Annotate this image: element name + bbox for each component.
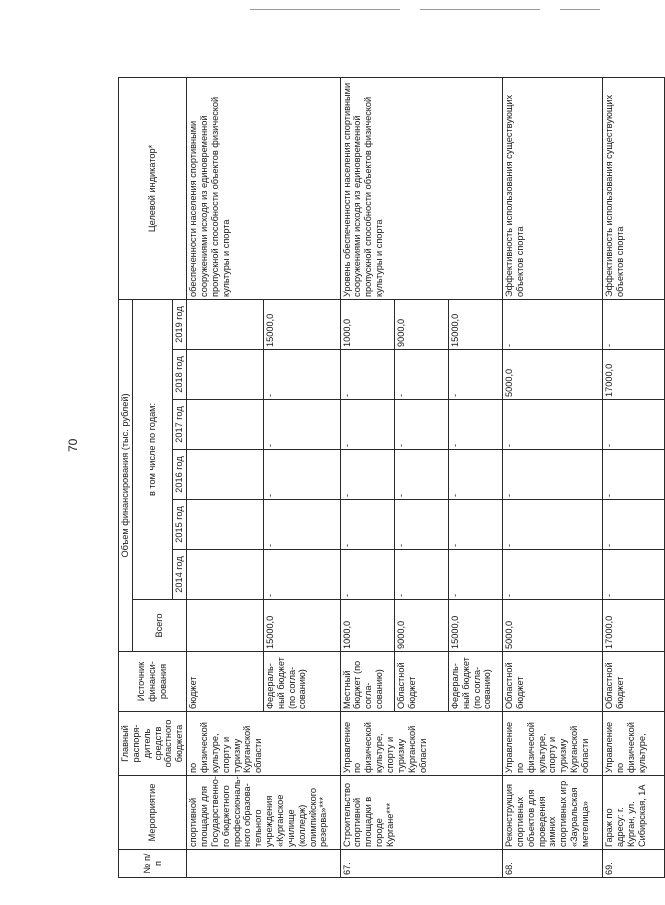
year-value-cell: - [448,500,502,550]
year-value-cell: - [263,550,340,600]
source-cell: Федераль-ный бюджет (по согла-сованию) [263,652,340,712]
year-value-cell [187,500,264,550]
col-header-including: в том числе по годам: [132,299,172,599]
event-cell: спортивной площадки для Государственно-го бюджетного профессиональ-ного образова-тельного учреждения «Курганское училище (колледж) олимпийского резерва»*** [187,776,340,850]
event-cell: Гараж по адресу: г. Курган, ул. Сибирская, 1А [603,776,664,850]
indicator-cell: обеспеченности населения спортивными сооружениями исходя из единовременной пропускной способности объектов физической культуры и спорта [187,77,340,299]
indicator-cell: Эффективность использования существующих объектов спорта [503,77,603,299]
manager-cell: Управление по физической культуре, спорту и туризму Курганской области [340,712,503,776]
scan-edge-mark [560,9,600,10]
col-header-volume: Объем финансирования (тыс. рублей) [119,299,133,651]
total-cell: 17000,0 [603,600,664,652]
table-body [187,77,664,877]
year-value-cell: - [394,400,448,450]
source-cell: Местный бюджет (по согла-сованию) [340,652,394,712]
year-value-cell: 5000,0 [503,350,603,400]
col-header-year: 2016 год [173,450,187,500]
year-value-cell: - [394,450,448,500]
event-cell: Строительство спортивной площадки в городе Кургане*** [340,776,503,850]
financing-table [118,77,665,878]
col-header-indicator: Целевой индикатор* [119,77,187,299]
source-cell: Областной бюджет [603,652,664,712]
year-value-cell: - [263,400,340,450]
source-cell: Областной бюджет [394,652,448,712]
year-value-cell: 17000,0 [603,350,664,400]
year-value-cell: 15000,0 [448,299,502,349]
col-header-num: № п/п [119,850,187,878]
year-value-cell: 15000,0 [263,299,340,349]
year-value-cell [187,400,264,450]
year-value-cell: - [263,450,340,500]
scan-edge-mark [420,9,540,10]
table-row [340,77,394,877]
col-header-year: 2015 год [173,500,187,550]
indicator-cell: Эффективность использования существующих объектов спорта [603,77,664,299]
year-value-cell [187,550,264,600]
year-value-cell [187,299,264,349]
col-header-year: 2014 год [173,550,187,600]
event-cell: Реконструкция спортивных объектов для проведения зимних спортивных игр «Зауральская метелица» [503,776,603,850]
source-cell: Областной бюджет [503,652,603,712]
total-cell: 1000,0 [340,600,394,652]
total-cell: 15000,0 [263,600,340,652]
year-value-cell: - [448,450,502,500]
year-value-cell: - [603,550,664,600]
col-header-year: 2018 год [173,350,187,400]
year-value-cell: 1000,0 [340,299,394,349]
table-row [603,77,664,877]
scan-edge-mark [250,9,400,10]
col-header-manager: Главный распоря-дитель средств областного бюджета [119,712,187,776]
manager-cell: по физической культуре, спорту и туризму Курганской области [187,712,340,776]
col-header-year: 2017 год [173,400,187,450]
year-value-cell: - [603,500,664,550]
year-value-cell: - [503,450,603,500]
year-value-cell [187,450,264,500]
table-row [503,77,603,877]
header-row [119,77,133,877]
year-value-cell: - [503,400,603,450]
year-value-cell: 9000,0 [394,299,448,349]
year-value-cell: - [394,550,448,600]
col-header-year: 2019 год [173,299,187,349]
row-number: 67. [340,850,503,878]
year-value-cell: - [394,500,448,550]
col-header-total: Всего [132,600,186,652]
year-value-cell: - [603,450,664,500]
year-value-cell: - [603,299,664,349]
year-value-cell: - [340,500,394,550]
total-cell: 5000,0 [503,600,603,652]
source-cell: Федераль-ный бюджет (по согла-сованию) [448,652,502,712]
year-value-cell [187,350,264,400]
col-header-source: Источник финанси-рования [119,652,187,712]
year-value-cell: - [503,500,603,550]
total-cell: 9000,0 [394,600,448,652]
page-number: 70 [66,438,80,452]
year-value-cell: - [448,400,502,450]
row-number [187,850,340,878]
year-value-cell: - [340,350,394,400]
indicator-cell: Уровень обеспеченности населения спортивными сооружениями исходя из единовременной пропускной способности объектов физической культуры и спорта [340,77,503,299]
year-value-cell: - [263,500,340,550]
year-value-cell: - [263,350,340,400]
manager-cell: Управление по физической культуре, спорту и туризму Курганской области [503,712,603,776]
year-value-cell: - [503,299,603,349]
year-value-cell: - [503,550,603,600]
year-value-cell: - [448,550,502,600]
col-header-event: Мероприятие [119,776,187,850]
year-value-cell: - [340,450,394,500]
year-value-cell: - [340,400,394,450]
table-row [187,77,264,877]
row-number: 69. [603,850,664,878]
row-number: 68. [503,850,603,878]
total-cell [187,600,264,652]
document-page [118,78,647,878]
year-value-cell: - [603,400,664,450]
manager-cell: Управление по физической культуре, [603,712,664,776]
year-value-cell: - [448,350,502,400]
year-value-cell: - [340,550,394,600]
total-cell: 15000,0 [448,600,502,652]
source-cell: бюджет [187,652,264,712]
year-value-cell: - [394,350,448,400]
